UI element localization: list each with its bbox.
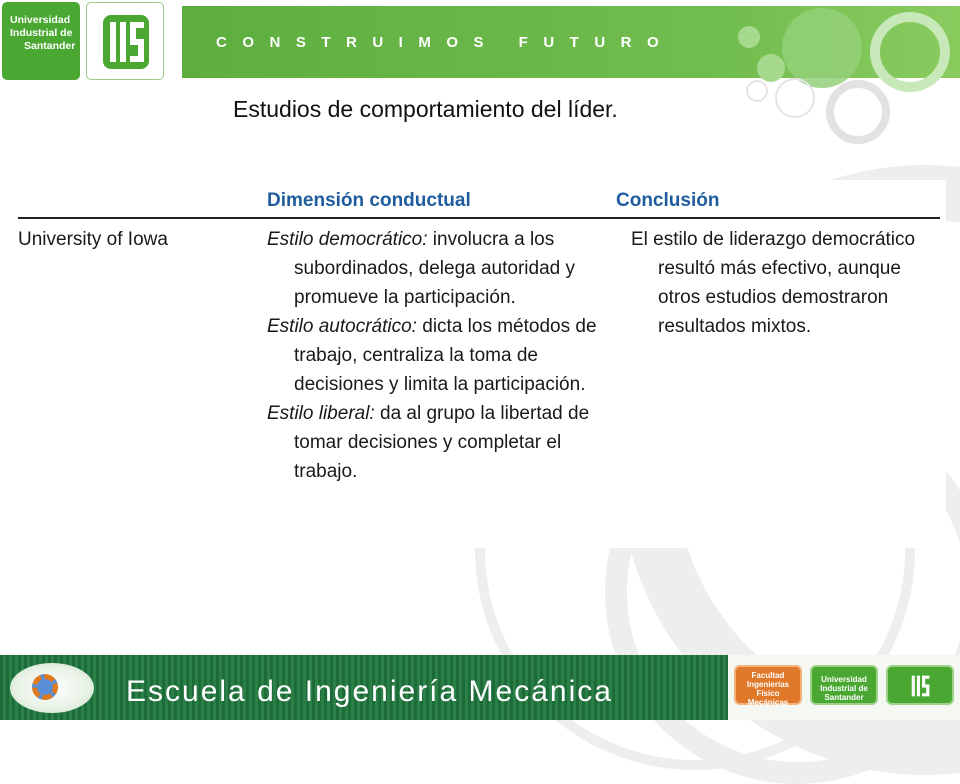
conclusion-text: El estilo de liderazgo democrático resultó más efectivo, aunque otros estudios demostraron resultados mixtos. <box>631 229 916 337</box>
slide-title: Estudios de comportamiento del líder. <box>233 96 618 122</box>
style-item <box>267 399 612 486</box>
footer-title: Escuela de Ingeniería Mecánica <box>126 675 613 708</box>
faculty-badge-line: Físico <box>756 689 780 698</box>
dimension-cell <box>267 225 612 486</box>
decorative-circle <box>782 8 862 88</box>
university-badge-line: Universidad <box>821 675 867 684</box>
style-item <box>267 312 612 399</box>
uis-footer-logo <box>886 665 954 705</box>
decorative-circle <box>746 80 768 102</box>
header-banner <box>182 6 960 78</box>
style-name: Estilo liberal: <box>267 403 375 424</box>
university-name-line: Santander <box>24 40 76 52</box>
style-description: dicta los métodos de trabajo, centraliza la toma de decisiones y limita la participación. <box>294 316 597 395</box>
faculty-badge <box>734 665 802 705</box>
university-badge-line: Santander <box>824 693 864 702</box>
uis-logo <box>86 2 164 80</box>
conclusion-cell <box>631 225 946 341</box>
style-name: Estilo democrático: <box>267 229 428 250</box>
faculty-badge-line: Ingenierías <box>746 680 790 689</box>
university-name-line: Industrial de <box>10 27 73 39</box>
faculty-badge-line: Mecánicas <box>747 698 789 707</box>
column-header-dimension: Dimensión conductual <box>267 190 471 211</box>
faculty-badge-line: Facultad <box>751 671 785 680</box>
style-description: involucra a los subordinados, delega autoridad y promueve la participación. <box>294 229 575 308</box>
column-header-conclusion: Conclusión <box>616 190 720 211</box>
decorative-circle <box>757 54 785 82</box>
decorative-circle <box>826 80 890 144</box>
footer-banner <box>0 655 960 720</box>
uis-logo-icon <box>101 13 151 71</box>
slogan: CONSTRUIMOS FUTURO <box>216 34 675 51</box>
style-description: da al grupo la libertad de tomar decisiones y completar el trabajo. <box>294 403 590 482</box>
decorative-circle <box>775 78 815 118</box>
university-badge-line: Industrial de <box>820 684 868 693</box>
style-item <box>267 225 612 312</box>
study-cell: University of Iowa <box>18 229 168 250</box>
university-name-badge <box>2 2 80 80</box>
university-name-line: Universidad <box>10 14 71 26</box>
gear-icon <box>32 674 58 700</box>
style-name: Estilo autocrático: <box>267 316 417 337</box>
leadership-table <box>14 180 946 548</box>
school-logo <box>10 663 94 713</box>
decorative-circle <box>870 12 950 92</box>
header-divider <box>18 217 940 219</box>
university-badge <box>810 665 878 705</box>
uis-logo-icon <box>900 671 940 701</box>
decorative-circle <box>738 26 760 48</box>
footer-logos <box>728 655 960 720</box>
